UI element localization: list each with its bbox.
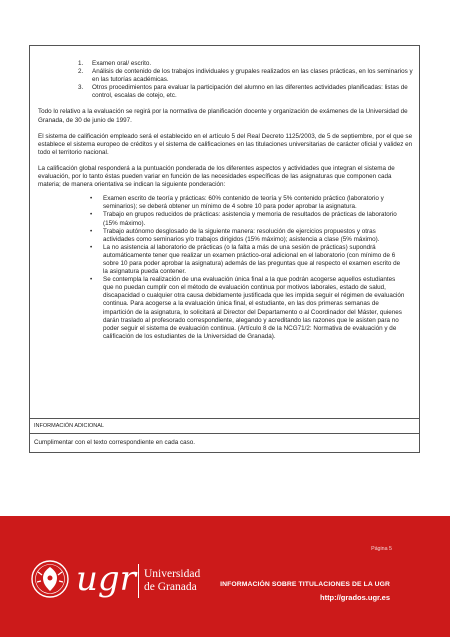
ugr-seal-icon [30,559,70,599]
weighting-list [90,195,405,341]
info-title: INFORMACIÓN SOBRE TITULACIONES DE LA UGR [220,581,390,588]
bullet-icon: • [90,195,93,203]
ugr-logo-mark: ugr [76,559,136,599]
list-item [78,84,413,100]
bullet-icon: • [90,243,93,251]
item-number: 3. [78,84,84,92]
item-number: 2. [78,68,84,76]
assessment-methods-list [78,60,413,100]
bullet-icon: • [90,227,93,235]
additional-info-body: Cumplimentar con el texto correspondiente en cada caso. [29,434,420,453]
list-item: • La no asistencia al laboratorio de prácticas (o la falta a más de una sesión de prácticas) supondrá automáticamente tener que realizar un examen práctico-oral adicional en el laboratorio (con mínimo de 6 sobre 10 para poder aprobar la asignatura) además de las preguntas que al respecto el examen escrito de la asignatura pueda contener. [90,243,401,276]
bullet-icon: • [90,276,93,284]
list-item: • Trabajo autónomo desglosado de la siguiente manera: resolución de ejercicios propuestos y otras actividades como seminarios y/o trabajos dirigidos (15% máximo); asistencia a clase (5% máximo). [90,227,380,243]
item-number: 1. [78,60,84,67]
footer-banner [0,516,450,637]
university-name [144,568,200,594]
bullet-icon: • [90,211,93,219]
list-item: • Se contempla la realización de una evaluación única final a la que podrán acogerse aquellos estudiantes que no puedan cumplir con el método de evaluación continua por motivos laborales, estado de salud, discapacidad o cualquier otra causa debidamente justificada que les impida seguir el régimen de evaluación continua. Para acogerse a la evaluación única final, el estudiante, en las dos primeras semanas de impartición de la asignatura, lo solicitará al Director del Departamento o al Coordinador del Máster, quienes darán traslado al profesorado correspondiente, alegando y acreditando las razones que le asisten para no poder seguir el sistema de evaluación continua. (Artículo 8 de la NCG71/2: Normativa de evaluación y de calificación de los estudiantes de la Universidad de Granada). [90,276,405,340]
page-number: Página 5 [371,546,392,552]
list-item [78,60,413,68]
item-text: Examen oral/ escrito. [92,60,152,67]
university-line-2: de Granada [144,581,197,593]
info-url-link[interactable]: http://grados.ugr.es [319,593,390,602]
evaluation-content-box [29,45,420,419]
list-item [78,68,413,84]
item-text: Análisis de contenido de los trabajos individuales y grupales realizados en las clases prácticas, en los seminarios y en las tutorías académicas. [92,68,413,84]
list-item: • Examen escrito de teoría y prácticas: 60% contenido de teoría y 5% contenido práctico (laboratorio y seminarios); se deberá obtener un mínimo de 4 sobre 10 para poder aprobar la asignatura. [90,195,384,211]
additional-info-title: INFORMACIÓN ADICIONAL [29,419,420,434]
paragraph-global: La calificación global responderá a la puntuación ponderada de los diferentes aspectos y actividades que integran el sistema de evaluación, por lo tanto éstas pueden variar en función de las necesidades específicas de las asignaturas que componen cada materia; de manera orientativa se indican la siguiente ponderación: [38,164,395,189]
university-line-1: Universidad [144,568,201,580]
item-text: Otros procedimientos para evaluar la participación del alumno en las diferentes actividades planificadas: listas de control, escalas de cotejo, etc. [92,84,408,100]
paragraph-sistema: El sistema de calificación empleado será el establecido en el artículo 5 del Real Decreto 1125/2003, de 5 de septiembre, por el que se establece el sistema europeo de créditos y el sistema de calificaciones en las titulaciones universitarias de carácter oficial y validez en todo el territorio nacional. [38,132,413,156]
list-item: • Trabajo en grupos reducidos de prácticas: asistencia y memoria de resultados de prácticas de laboratorio (15% máximo). [90,211,397,227]
paragraph-normativa: Todo lo relativo a la evaluación se regirá por la normativa de planificación docente y organización de exámenes de la Universidad de Granada, de 30 de junio de 1997. [38,108,408,124]
logo-divider [138,564,139,598]
